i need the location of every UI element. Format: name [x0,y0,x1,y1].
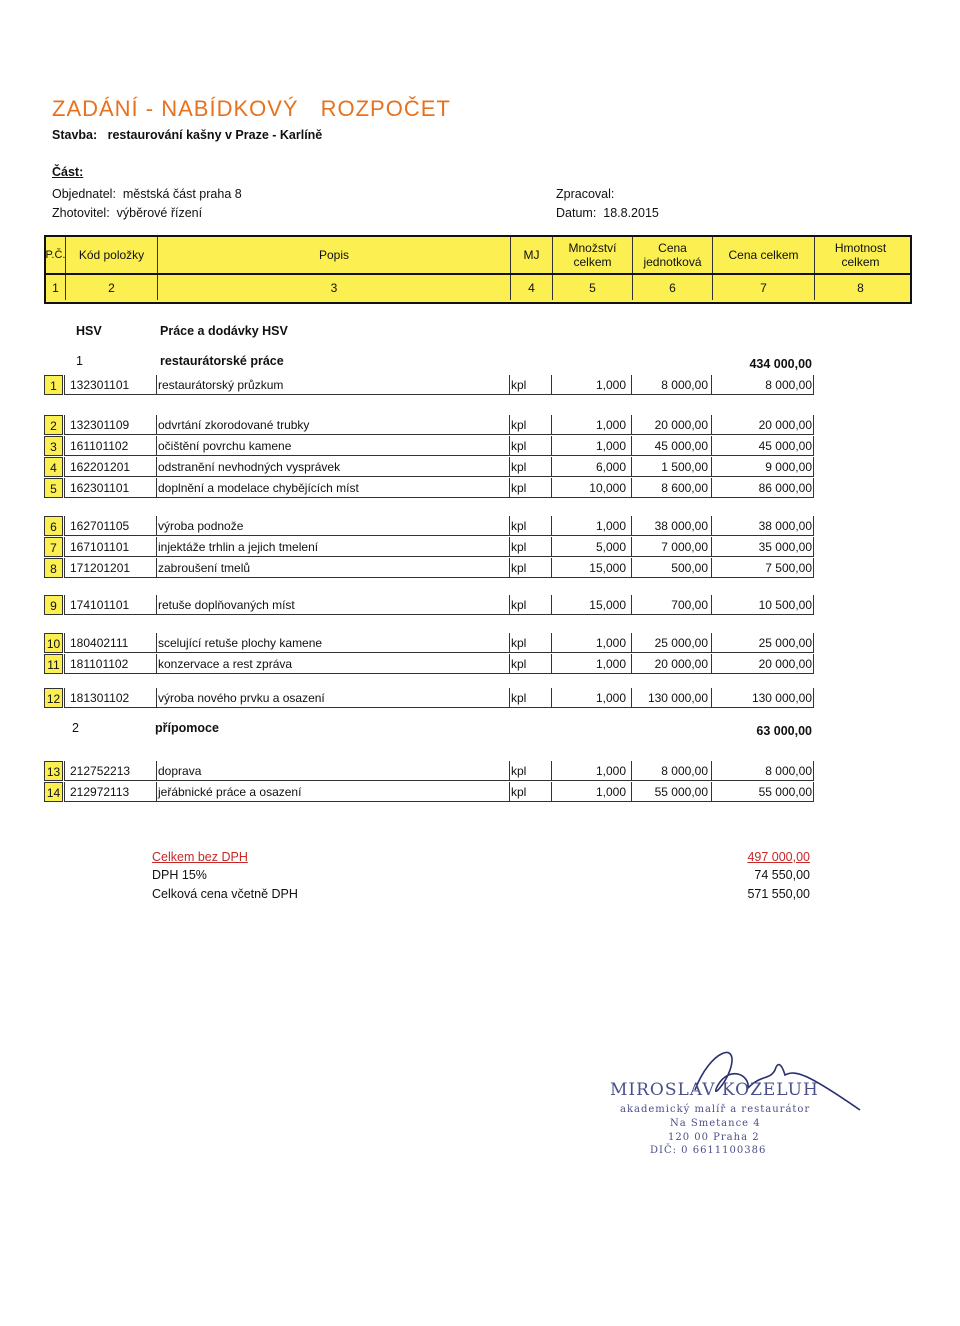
cell-divider [711,436,712,456]
stavba-value: restaurování kašny v Praze - Karlíně [107,128,323,142]
cell-divider [813,654,814,674]
dph-label: DPH 15% [152,868,207,882]
header-mnozstvi: Množství celkem [553,237,633,273]
table-row [44,415,814,435]
row-border [64,801,814,802]
cell-divider [156,537,157,557]
row-unit-price: 8 600,00 [661,481,708,495]
row-total: 86 000,00 [758,481,812,495]
row-unit: kpl [511,785,527,799]
col-num-7: 7 [713,275,815,300]
col-num-6: 6 [633,275,713,300]
row-unit: kpl [511,691,527,705]
cell-divider [509,558,510,578]
zpracoval-label: Zpracoval: [556,187,615,201]
stamp-name: MIROSLAV KOZELUH [610,1080,819,1100]
row-border [64,556,814,557]
cell-divider [711,688,712,708]
row-unit: kpl [511,598,527,612]
cell-divider [156,688,157,708]
s-dph-label: Celková cena včetně DPH [152,887,298,901]
stamp-line-4: 120 00 Praha 2 [668,1132,760,1143]
cell-divider [64,782,65,802]
row-description: scelující retuše plochy kamene [158,636,323,650]
row-code: 171201201 [70,561,131,575]
row-border [64,673,814,674]
row-code: 181301102 [70,691,130,705]
row-quantity: 1,000 [595,764,626,778]
row-code: 174101101 [70,598,130,612]
row-code: 132301109 [70,418,130,432]
cell-divider [813,478,814,498]
row-unit-price: 45 000,00 [654,439,708,453]
cell-divider [711,516,712,536]
table-row [44,688,814,708]
objednatel-line [52,187,242,201]
row-code: 161101102 [70,439,129,453]
row-unit: kpl [511,378,527,392]
row-border [64,455,814,456]
cell-divider [156,375,157,395]
header-popis: Popis [158,237,511,273]
row-number: 13 [44,761,63,781]
cell-divider [711,595,712,615]
dph-value: 74 550,00 [754,868,810,882]
row-quantity: 1,000 [595,418,626,432]
row-number: 1 [44,375,63,395]
row-description: očištění povrchu kamene [158,439,292,453]
cell-divider [551,436,552,456]
row-quantity: 1,000 [595,439,626,453]
row-border [64,780,814,781]
cell-divider [551,478,552,498]
table-row [44,516,814,536]
cell-divider [711,478,712,498]
row-total: 10 500,00 [758,598,812,612]
cell-divider [551,595,552,615]
row-total: 20 000,00 [758,418,812,432]
row-code: 132301101 [70,378,130,392]
row-unit: kpl [511,460,527,474]
cell-divider [551,688,552,708]
row-description: jeřábnické práce a osazení [158,785,302,799]
row-total: 55 000,00 [758,785,812,799]
row-unit-price: 25 000,00 [654,636,708,650]
cell-divider [711,457,712,477]
row-description: zabroušení tmelů [158,561,251,575]
table-header [44,235,912,304]
cell-divider [156,457,157,477]
cell-divider [509,457,510,477]
row-total: 8 000,00 [765,378,812,392]
row-code: 162301101 [70,481,130,495]
row-number: 4 [44,457,63,477]
cell-divider [711,654,712,674]
row-unit: kpl [511,540,527,554]
table-row [44,558,814,578]
cell-divider [156,436,157,456]
row-unit-price: 500,00 [671,561,708,575]
row-quantity: 1,000 [595,785,626,799]
col-num-5: 5 [553,275,633,300]
row-number: 3 [44,436,63,456]
cell-divider [64,375,65,395]
row-total: 8 000,00 [765,764,812,778]
row-quantity: 5,000 [595,540,626,554]
section-1-num: 1 [76,354,83,368]
cell-divider [551,558,552,578]
stamp [600,1030,870,1160]
cell-divider [64,654,65,674]
cell-divider [509,415,510,435]
row-unit-price: 1 500,00 [661,460,708,474]
datum-line [556,206,659,220]
zhotovitel-line [52,206,202,220]
row-quantity: 1,000 [595,636,626,650]
cell-divider [813,375,814,395]
row-code: 212752213 [70,764,131,778]
row-description: výroba nového prvku a osazení [158,691,325,705]
cell-divider [156,595,157,615]
document-title [52,96,451,122]
row-unit: kpl [511,481,527,495]
row-quantity: 1,000 [595,691,626,705]
zhotovitel-label: Zhotovitel: [52,206,110,220]
cell-divider [64,558,65,578]
row-border [64,577,814,578]
hsv-label: Práce a dodávky HSV [160,324,288,338]
cell-divider [631,761,632,781]
row-code: 162201201 [70,460,131,474]
cell-divider [711,633,712,653]
row-unit-price: 8 000,00 [661,378,708,392]
cell-divider [156,415,157,435]
row-quantity: 15,000 [589,561,626,575]
row-code: 212972113 [70,785,130,799]
table-row [44,782,814,802]
cell-divider [156,633,157,653]
row-border [64,535,814,536]
row-unit: kpl [511,764,527,778]
cell-divider [156,558,157,578]
row-total: 20 000,00 [758,657,812,671]
cell-divider [156,654,157,674]
header-kod: Kód položky [66,237,158,273]
table-row [44,436,814,456]
cell-divider [551,761,552,781]
cell-divider [509,761,510,781]
col-num-1: 1 [46,275,66,300]
row-description: konzervace a rest zpráva [158,657,293,671]
cell-divider [64,761,65,781]
cell-divider [156,761,157,781]
row-total: 9 000,00 [765,460,812,474]
datum-label: Datum: [556,206,597,220]
hsv-code: HSV [76,324,102,338]
cell-divider [813,558,814,578]
row-total: 35 000,00 [758,540,812,554]
cell-divider [64,595,65,615]
row-border [64,394,814,395]
cell-divider [64,516,65,536]
cell-divider [631,558,632,578]
col-num-3: 3 [158,275,511,300]
header-cena-celkem: Cena celkem [713,237,815,273]
objednatel-label: Objednatel: [52,187,116,201]
table-row [44,654,814,674]
row-total: 45 000,00 [758,439,812,453]
row-number: 10 [44,633,63,653]
row-code: 167101101 [70,540,130,554]
stavba-label: Stavba: [52,128,98,142]
cell-divider [509,478,510,498]
cell-divider [509,654,510,674]
cell-divider [711,558,712,578]
cell-divider [551,457,552,477]
row-unit: kpl [511,657,527,671]
row-border [64,497,814,498]
row-total: 38 000,00 [758,519,812,533]
header-pc: P.Č. [46,237,66,273]
row-unit-price: 7 000,00 [661,540,708,554]
cell-divider [509,375,510,395]
row-description: doplnění a modelace chybějících míst [158,481,359,495]
col-num-8: 8 [857,280,864,295]
cell-divider [156,782,157,802]
row-unit-price: 20 000,00 [654,418,708,432]
cell-divider [64,457,65,477]
cell-divider [156,516,157,536]
cell-divider [813,688,814,708]
row-unit-price: 55 000,00 [654,785,708,799]
row-number: 8 [44,558,63,578]
s-dph-value: 571 550,00 [747,887,810,901]
row-description: injektáže trhlin a jejich tmelení [158,540,319,554]
stamp-line-5: DIČ: 0 6611100386 [650,1145,767,1156]
row-unit-price: 38 000,00 [654,519,708,533]
cell-divider [551,537,552,557]
row-unit: kpl [511,439,527,453]
cell-divider [509,633,510,653]
row-quantity: 6,000 [595,460,626,474]
cell-divider [551,415,552,435]
cell-divider [551,654,552,674]
stamp-line-2: akademický malíř a restaurátor [620,1104,811,1115]
row-description: odstranění nevhodných vysprávek [158,460,341,474]
row-number: 12 [44,688,63,708]
cell-divider [813,595,814,615]
row-border [64,434,814,435]
cell-divider [64,415,65,435]
row-unit: kpl [511,561,527,575]
row-number: 5 [44,478,63,498]
cell-divider [509,537,510,557]
cell-divider [631,537,632,557]
row-description: doprava [158,764,202,778]
cell-divider [813,457,814,477]
cell-divider [509,782,510,802]
section-1-total: 434 000,00 [749,357,812,371]
row-description: restaurátorský průzkum [158,378,284,392]
cell-divider [711,375,712,395]
row-quantity: 1,000 [595,378,626,392]
cell-divider [64,537,65,557]
row-description: výroba podnože [158,519,244,533]
row-description: retuše doplňovaných míst [158,598,295,612]
section-2-total: 63 000,00 [756,724,812,738]
header-hmotnost: Hmotnost celkem [834,241,887,269]
row-quantity: 1,000 [595,519,626,533]
row-border [64,476,814,477]
row-code: 181101102 [70,657,129,671]
cell-divider [813,537,814,557]
section-1-label: restaurátorské práce [160,354,284,368]
cell-divider [631,688,632,708]
section-2-num: 2 [72,721,79,735]
cell-divider [64,478,65,498]
row-border [64,707,814,708]
row-unit: kpl [511,519,527,533]
cell-divider [711,415,712,435]
row-number: 9 [44,595,63,615]
row-unit-price: 8 000,00 [661,764,708,778]
cell-divider [631,595,632,615]
bez-dph-value: 497 000,00 [747,850,810,864]
table-row [44,633,814,653]
row-unit-price: 700,00 [671,598,708,612]
bez-dph-label: Celkem bez DPH [152,850,248,864]
row-unit: kpl [511,418,527,432]
cell-divider [631,782,632,802]
row-unit-price: 130 000,00 [647,691,708,705]
row-unit: kpl [511,636,527,650]
cast-label: Část: [52,165,84,179]
header-mj: MJ [511,237,553,273]
cell-divider [813,415,814,435]
cell-divider [813,761,814,781]
row-border [64,652,814,653]
cell-divider [711,537,712,557]
cell-divider [509,688,510,708]
cell-divider [813,633,814,653]
cell-divider [631,478,632,498]
row-code: 162701105 [70,519,130,533]
row-quantity: 10,000 [589,481,626,495]
table-row [44,478,814,498]
cell-divider [551,782,552,802]
row-quantity: 15,000 [589,598,626,612]
col-num-4: 4 [511,275,553,300]
table-row [44,761,814,781]
cell-divider [509,595,510,615]
cell-divider [813,516,814,536]
stavba-line [52,128,322,142]
objednatel-value: městská část praha 8 [122,187,242,201]
table-row [44,375,814,395]
zhotovitel-value: výběrové řízení [116,206,203,220]
table-row [44,457,814,477]
section-2-label: přípomoce [155,721,219,735]
table-row [44,595,814,615]
cell-divider [64,688,65,708]
cell-divider [711,782,712,802]
row-border [64,614,814,615]
datum-value: 18.8.2015 [603,206,659,220]
header-cena-jedn: Cena jednotková [633,237,713,273]
col-num-2: 2 [66,275,158,300]
row-number: 2 [44,415,63,435]
row-number: 11 [44,654,63,674]
row-number: 7 [44,537,63,557]
stamp-line-3: Na Smetance 4 [670,1118,761,1129]
cell-divider [551,633,552,653]
row-number: 6 [44,516,63,536]
row-number: 14 [44,782,63,802]
cell-divider [631,633,632,653]
cell-divider [509,516,510,536]
cell-divider [711,761,712,781]
cell-divider [631,516,632,536]
row-unit-price: 20 000,00 [654,657,708,671]
row-total: 25 000,00 [758,636,812,650]
row-total: 130 000,00 [751,691,812,705]
cell-divider [64,633,65,653]
cell-divider [551,375,552,395]
row-description: odvrtání zkorodované trubky [158,418,310,432]
cell-divider [631,436,632,456]
table-row [44,537,814,557]
title-part-2: ROZPOČET [320,96,451,121]
cell-divider [631,457,632,477]
cell-divider [64,436,65,456]
row-total: 7 500,00 [765,561,812,575]
cell-divider [156,478,157,498]
cell-divider [631,375,632,395]
row-quantity: 1,000 [595,657,626,671]
cell-divider [551,516,552,536]
row-code: 180402111 [70,636,129,650]
cell-divider [631,415,632,435]
cell-divider [813,782,814,802]
cell-divider [509,436,510,456]
title-part-1: ZADÁNÍ - NABÍDKOVÝ [52,96,299,121]
cell-divider [631,654,632,674]
cell-divider [813,436,814,456]
